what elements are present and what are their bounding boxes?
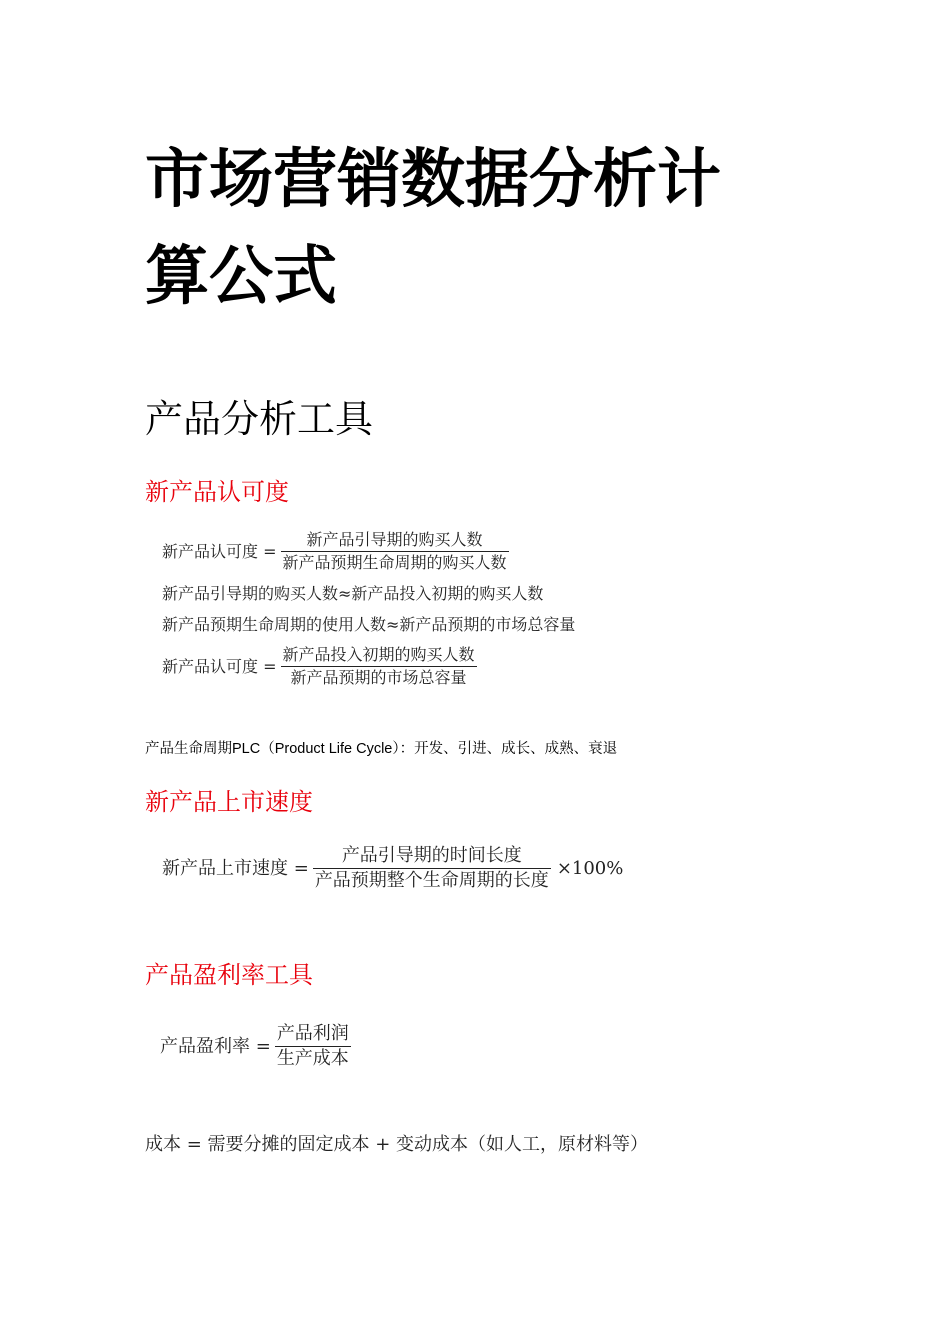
cost-formula: 成本 = 需要分摊的固定成本 + 变动成本（如人工，原材料等）	[145, 1134, 649, 1155]
fraction-numerator: 产品利润	[276, 1023, 349, 1044]
subheading-profit-rate: 产品盈利率工具	[145, 961, 313, 989]
recognition-formula-1	[162, 532, 509, 571]
fraction-denominator: 新产品预期生命周期的购买人数	[282, 553, 507, 572]
recognition-approximation-1: 新产品引导期的购买人数≈新产品投入初期的购买人数	[162, 584, 544, 603]
formula-fraction	[313, 847, 551, 890]
profit-rate-formula	[160, 1025, 351, 1068]
fraction-numerator: 产品引导期的时间长度	[341, 845, 522, 866]
subheading-new-product-recognition: 新产品认可度	[145, 478, 289, 506]
fraction-bar	[281, 551, 509, 552]
launch-speed-formula	[162, 847, 623, 890]
fraction-bar	[281, 666, 477, 667]
formula-lhs: 产品盈利率 =	[160, 1035, 271, 1057]
plc-note	[145, 742, 617, 757]
page-title-line-1: 市场营销数据分析计	[145, 143, 721, 217]
recognition-approximation-2: 新产品预期生命周期的使用人数≈新产品预期的市场总容量	[162, 615, 576, 634]
fraction-numerator: 新产品投入初期的购买人数	[282, 645, 475, 664]
section-heading: 产品分析工具	[145, 397, 374, 441]
formula-multiplier: ×100%	[556, 857, 624, 879]
fraction-bar	[275, 1046, 351, 1047]
fraction-bar	[313, 868, 551, 869]
fraction-denominator: 生产成本	[276, 1048, 349, 1069]
formula-fraction	[281, 647, 477, 686]
fraction-denominator: 产品预期整个生命周期的长度	[314, 870, 549, 891]
page-title-line-2: 算公式	[145, 240, 337, 314]
formula-lhs: 新产品认可度 =	[162, 656, 277, 676]
formula-fraction	[281, 532, 509, 571]
formula-fraction	[275, 1025, 351, 1068]
plc-note-prefix: 产品生命周期	[145, 741, 232, 757]
formula-lhs: 新产品上市速度 =	[162, 857, 309, 879]
fraction-denominator: 新产品预期的市场总容量	[290, 668, 467, 687]
recognition-formula-2	[162, 647, 477, 686]
plc-note-suffix: ：开发、引进、成长、成熟、衰退	[399, 741, 618, 757]
subheading-launch-speed: 新产品上市速度	[145, 788, 313, 816]
formula-lhs: 新产品认可度 =	[162, 541, 277, 561]
plc-note-latin: PLC（Product Life Cycle）	[232, 741, 400, 757]
fraction-numerator: 新产品引导期的购买人数	[306, 530, 483, 549]
